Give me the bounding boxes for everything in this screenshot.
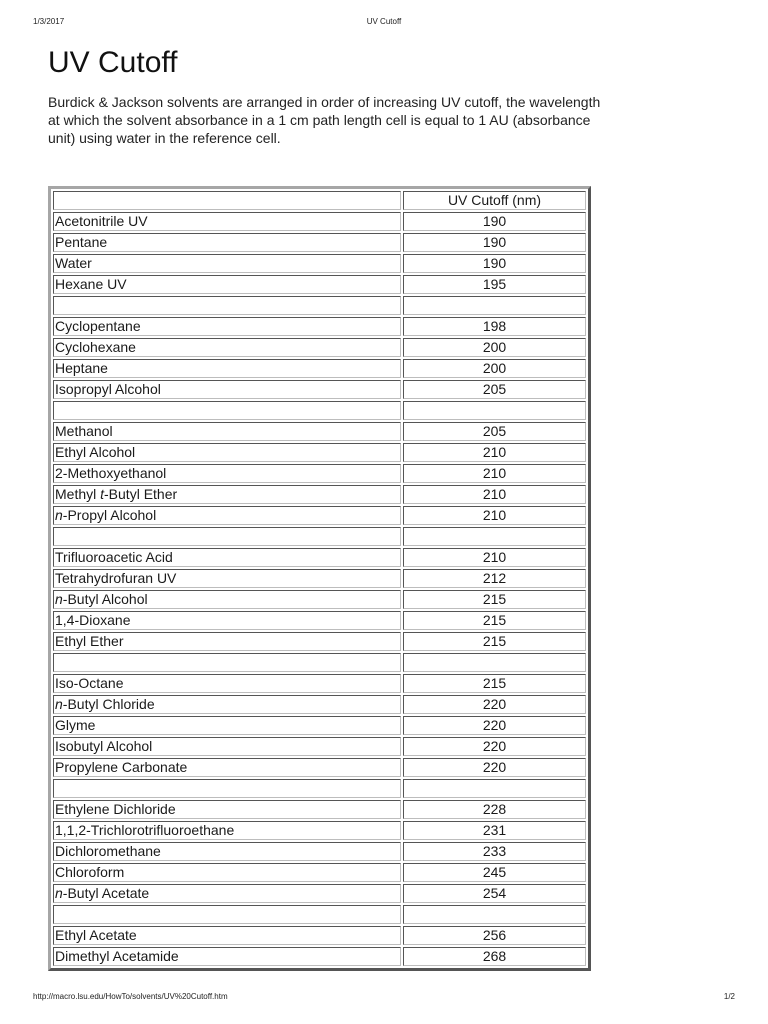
solvent-name-cell xyxy=(53,338,401,357)
solvent-name: 1,4-Dioxane xyxy=(55,612,131,628)
solvent-name-cell xyxy=(53,926,401,945)
solvent-name-cell xyxy=(53,275,401,294)
header-value-cell: UV Cutoff (nm) xyxy=(403,191,586,210)
solvent-name: -Butyl Chloride xyxy=(62,696,155,712)
print-title: UV Cutoff xyxy=(366,17,402,26)
solvent-name-cell xyxy=(53,569,401,588)
solvent-name-cell xyxy=(53,233,401,252)
uv-cutoff-value-cell: 215 xyxy=(403,590,586,609)
solvent-name: Acetonitrile UV xyxy=(55,213,148,229)
uv-cutoff-value-cell: 205 xyxy=(403,380,586,399)
uv-cutoff-value-cell: 200 xyxy=(403,338,586,357)
solvent-name: -Propyl Alcohol xyxy=(62,507,157,523)
solvent-name-cell xyxy=(53,401,401,420)
solvent-name-cell xyxy=(53,716,401,735)
solvent-name-cell xyxy=(53,758,401,777)
uv-cutoff-value-cell: 228 xyxy=(403,800,586,819)
uv-cutoff-value-cell: 268 xyxy=(403,947,586,966)
solvent-name-cell xyxy=(53,653,401,672)
table-row xyxy=(53,611,586,630)
print-url: http://macro.lsu.edu/HowTo/solvents/UV%20Cutoff.htm xyxy=(33,992,228,1001)
table-row xyxy=(53,674,586,693)
solvent-name: Isobutyl Alcohol xyxy=(55,738,153,754)
uv-cutoff-value-cell: 220 xyxy=(403,695,586,714)
solvent-name-cell xyxy=(53,737,401,756)
uv-cutoff-value-cell: 254 xyxy=(403,884,586,903)
solvent-name: -Butyl Acetate xyxy=(62,885,150,901)
solvent-name: Heptane xyxy=(55,360,108,376)
uv-cutoff-value-cell: 210 xyxy=(403,485,586,504)
uv-cutoff-value-cell xyxy=(403,527,586,546)
table-row xyxy=(53,590,586,609)
table-spacer-row xyxy=(53,296,586,315)
table-row xyxy=(53,317,586,336)
solvent-name: Chloroform xyxy=(55,864,125,880)
page-number: 1/2 xyxy=(723,992,735,1001)
solvent-name-cell xyxy=(53,632,401,651)
italic-infix: t xyxy=(100,486,105,502)
solvent-name: Cyclopentane xyxy=(55,318,141,334)
table-row xyxy=(53,758,586,777)
uv-cutoff-value-cell: 220 xyxy=(403,758,586,777)
solvent-name-cell xyxy=(53,863,401,882)
solvent-name-cell xyxy=(53,212,401,231)
solvent-name-cell xyxy=(53,296,401,315)
table-row xyxy=(53,212,586,231)
italic-prefix: n xyxy=(55,885,63,901)
uv-cutoff-value-cell: 205 xyxy=(403,422,586,441)
table-row xyxy=(53,884,586,903)
solvent-name: Ethylene Dichloride xyxy=(55,801,176,817)
solvent-name: Pentane xyxy=(55,234,108,250)
uv-cutoff-value-cell: 220 xyxy=(403,737,586,756)
solvent-name: 2-Methoxyethanol xyxy=(55,465,167,481)
table-row xyxy=(53,800,586,819)
print-header xyxy=(0,17,768,31)
solvent-name: Glyme xyxy=(55,717,96,733)
table-header-row xyxy=(53,191,586,210)
solvent-name-cell xyxy=(53,527,401,546)
table-row xyxy=(53,947,586,966)
table-spacer-row xyxy=(53,905,586,924)
table-row xyxy=(53,926,586,945)
solvent-name: Propylene Carbonate xyxy=(55,759,188,775)
table-row xyxy=(53,632,586,651)
table-row xyxy=(53,737,586,756)
solvent-name-cell xyxy=(53,359,401,378)
table-row xyxy=(53,548,586,567)
page-title: UV Cutoff xyxy=(48,46,178,79)
uv-cutoff-value-cell: 210 xyxy=(403,506,586,525)
solvent-name-cell xyxy=(53,590,401,609)
solvent-name: Isopropyl Alcohol xyxy=(55,381,161,397)
solvent-name: Ethyl Alcohol xyxy=(55,444,136,460)
uv-cutoff-value-cell: 198 xyxy=(403,317,586,336)
table-row xyxy=(53,716,586,735)
uv-cutoff-value-cell: 212 xyxy=(403,569,586,588)
uv-cutoff-value-cell: 210 xyxy=(403,443,586,462)
uv-cutoff-value-cell: 210 xyxy=(403,464,586,483)
table-row xyxy=(53,380,586,399)
uv-cutoff-value-cell: 233 xyxy=(403,842,586,861)
solvent-name: Methanol xyxy=(55,423,113,439)
solvent-name: Dimethyl Acetamide xyxy=(55,948,179,964)
solvent-name: Ethyl Ether xyxy=(55,633,124,649)
table-body xyxy=(53,212,586,966)
print-footer xyxy=(0,992,768,1006)
solvent-name-cell xyxy=(53,800,401,819)
solvent-name-cell xyxy=(53,695,401,714)
table-row xyxy=(53,695,586,714)
table-spacer-row xyxy=(53,779,586,798)
uv-cutoff-table xyxy=(48,186,591,971)
solvent-name: Ethyl Acetate xyxy=(55,927,137,943)
table-row xyxy=(53,359,586,378)
solvent-name: Dichloromethane xyxy=(55,843,161,859)
solvent-name: Iso-Octane xyxy=(55,675,124,691)
print-date: 1/3/2017 xyxy=(33,17,65,26)
solvent-name-cell xyxy=(53,821,401,840)
table-row xyxy=(53,338,586,357)
solvent-name: Tetrahydrofuran UV xyxy=(55,570,177,586)
table-row xyxy=(53,464,586,483)
uv-cutoff-value-cell: 215 xyxy=(403,674,586,693)
solvent-name: Hexane UV xyxy=(55,276,127,292)
table-row xyxy=(53,233,586,252)
solvent-name-cell xyxy=(53,611,401,630)
solvent-name-suffix: -Butyl Ether xyxy=(104,486,178,502)
uv-cutoff-value-cell: 231 xyxy=(403,821,586,840)
uv-cutoff-value-cell: 215 xyxy=(403,632,586,651)
italic-prefix: n xyxy=(55,591,63,607)
uv-cutoff-value-cell: 210 xyxy=(403,548,586,567)
solvent-name-cell xyxy=(53,884,401,903)
table-spacer-row xyxy=(53,653,586,672)
table-row xyxy=(53,863,586,882)
solvent-name-cell xyxy=(53,779,401,798)
table-row xyxy=(53,506,586,525)
uv-cutoff-value-cell: 190 xyxy=(403,212,586,231)
solvent-name: -Butyl Alcohol xyxy=(62,591,148,607)
uv-cutoff-value-cell xyxy=(403,653,586,672)
solvent-name-cell xyxy=(53,443,401,462)
solvent-name: Methyl xyxy=(55,486,101,502)
intro-paragraph: Burdick & Jackson solvents are arranged in order of increasing UV cutoff, the wavelength at which the solvent absorbance in a 1 cm path length cell is equal to 1 AU (absorbance unit) using water in the reference cell. xyxy=(48,94,601,146)
solvent-name-cell xyxy=(53,464,401,483)
uv-cutoff-value-cell: 190 xyxy=(403,254,586,273)
solvent-name-cell xyxy=(53,485,401,504)
uv-cutoff-value-cell: 195 xyxy=(403,275,586,294)
uv-cutoff-value-cell: 200 xyxy=(403,359,586,378)
solvent-name: Cyclohexane xyxy=(55,339,136,355)
table-spacer-row xyxy=(53,401,586,420)
solvent-name: Water xyxy=(55,255,92,271)
table-viewport xyxy=(48,186,591,988)
solvent-name-cell xyxy=(53,506,401,525)
solvent-name: 1,1,2-Trichlorotrifluoroethane xyxy=(55,822,235,838)
uv-cutoff-value-cell: 220 xyxy=(403,716,586,735)
table-row xyxy=(53,254,586,273)
uv-cutoff-value-cell xyxy=(403,779,586,798)
table-row xyxy=(53,569,586,588)
solvent-name-cell xyxy=(53,905,401,924)
solvent-name-cell xyxy=(53,842,401,861)
italic-prefix: n xyxy=(55,507,63,523)
solvent-name-cell xyxy=(53,422,401,441)
solvent-name: Trifluoroacetic Acid xyxy=(55,549,173,565)
table-row xyxy=(53,422,586,441)
uv-cutoff-value-cell: 245 xyxy=(403,863,586,882)
solvent-name-cell xyxy=(53,548,401,567)
table-row xyxy=(53,821,586,840)
table-spacer-row xyxy=(53,527,586,546)
solvent-name-cell xyxy=(53,254,401,273)
uv-cutoff-value-cell: 190 xyxy=(403,233,586,252)
table-row xyxy=(53,485,586,504)
uv-cutoff-value-cell xyxy=(403,401,586,420)
solvent-name-cell xyxy=(53,317,401,336)
uv-cutoff-value-cell: 256 xyxy=(403,926,586,945)
uv-cutoff-value-cell xyxy=(403,296,586,315)
solvent-name-cell xyxy=(53,947,401,966)
italic-prefix: n xyxy=(55,696,63,712)
solvent-name-cell xyxy=(53,380,401,399)
solvent-name-cell xyxy=(53,674,401,693)
table-row xyxy=(53,842,586,861)
uv-cutoff-value-cell: 215 xyxy=(403,611,586,630)
header-name-cell xyxy=(53,191,401,210)
table-row xyxy=(53,275,586,294)
table-row xyxy=(53,443,586,462)
uv-cutoff-value-cell xyxy=(403,905,586,924)
